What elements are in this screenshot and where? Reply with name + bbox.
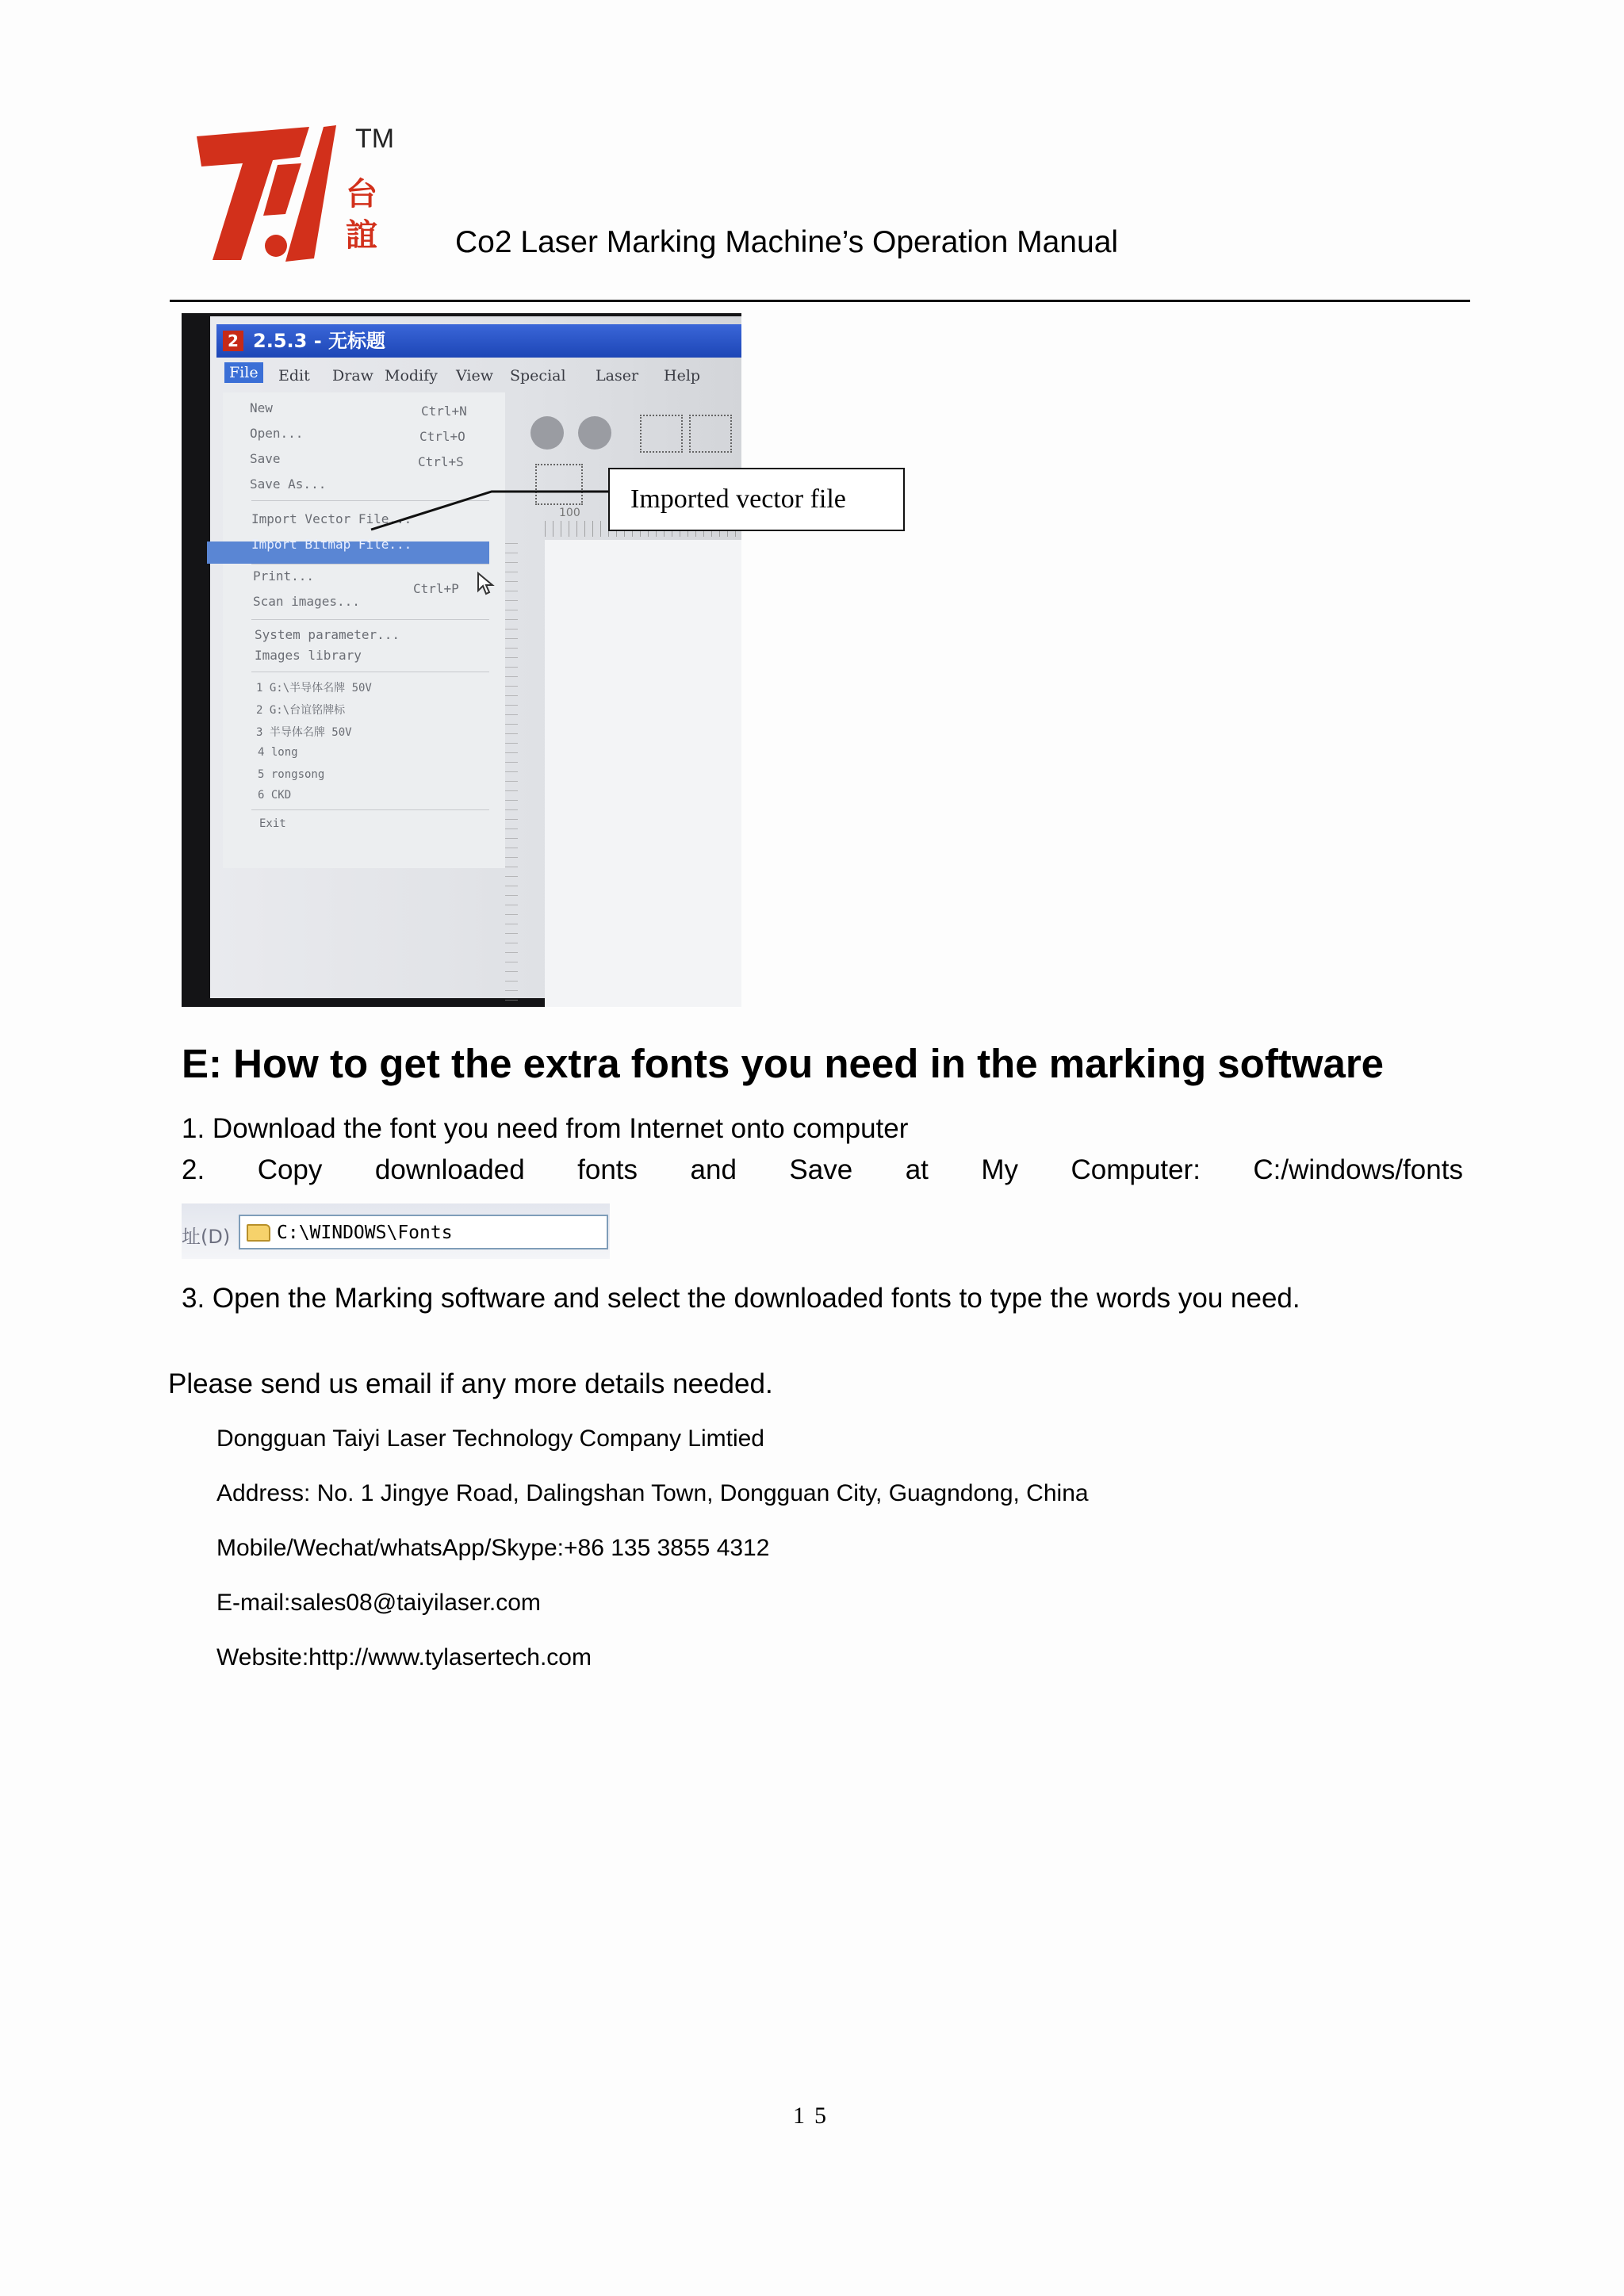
company-name: Dongguan Taiyi Laser Technology Company Limtied: [216, 1425, 764, 1452]
select-tool-icon[interactable]: [640, 415, 683, 453]
mouse-cursor-icon: [477, 572, 496, 595]
company-logo: [190, 119, 412, 277]
address-field[interactable]: [239, 1215, 608, 1249]
menu-item-import-bitmap[interactable]: Import Bitmap File...: [251, 537, 412, 552]
menu-file[interactable]: File: [224, 362, 263, 383]
page-number: 15: [793, 2103, 836, 2129]
back-icon[interactable]: [530, 416, 564, 450]
recent-file-5[interactable]: 5 rongsong: [258, 768, 325, 781]
step-2-word: fonts: [577, 1154, 638, 1185]
step-2-word: 2.: [182, 1154, 205, 1185]
address-path: C:\WINDOWS\Fonts: [277, 1223, 453, 1243]
address-bar-screenshot: [182, 1203, 610, 1259]
drawing-canvas[interactable]: [545, 540, 741, 1007]
menu-separator: [251, 809, 489, 810]
document-title: Co2 Laser Marking Machine’s Operation Manual: [455, 225, 1119, 259]
menu-item-new[interactable]: New: [250, 400, 273, 415]
callout-box: Imported vector file: [608, 468, 905, 531]
file-menu-dropdown: [223, 392, 505, 868]
recent-file-4[interactable]: 4 long: [258, 746, 298, 759]
ruler-label: 100: [559, 507, 580, 519]
step-2-word: Copy: [257, 1154, 323, 1185]
recent-file-6[interactable]: 6 CKD: [258, 789, 292, 802]
menu-item-scan-images[interactable]: Scan images...: [253, 594, 360, 609]
recent-file-3[interactable]: 3 半导体名牌 50V: [256, 726, 352, 739]
app-titlebar: [216, 324, 741, 358]
app-icon: 2: [223, 331, 243, 351]
menu-special[interactable]: Special: [510, 367, 566, 385]
step-1: 1. Download the font you need from Internet onto computer: [182, 1113, 909, 1144]
menu-item-print[interactable]: Print...: [253, 568, 315, 584]
menu-item-import-vector[interactable]: Import Vector File...: [251, 511, 412, 526]
menu-edit[interactable]: Edit: [278, 367, 310, 385]
recent-file-2[interactable]: 2 G:\台谊铭牌标: [256, 704, 346, 717]
section-heading: E: How to get the extra fonts you need in the marking software: [182, 1041, 1385, 1086]
menu-item-images-library[interactable]: Images library: [255, 648, 362, 663]
step-2-word: C:/windows/fonts: [1253, 1154, 1463, 1185]
shortcut-new: Ctrl+N: [421, 404, 467, 419]
menu-item-open[interactable]: Open...: [250, 426, 304, 441]
menu-item-save-as[interactable]: Save As...: [250, 476, 327, 492]
step-2-word: downloaded: [374, 1154, 525, 1185]
zoom-tool-icon[interactable]: [689, 415, 732, 453]
menu-separator: [251, 500, 489, 501]
recent-file-1[interactable]: 1 G:\半导体名牌 50V: [256, 682, 372, 695]
vector-import-icon[interactable]: [535, 464, 583, 505]
step-2-word: Computer:: [1071, 1154, 1201, 1185]
forward-icon[interactable]: [578, 416, 611, 450]
logo-char-2: 誼: [346, 217, 377, 254]
step-3: 3. Open the Marking software and select the downloaded fonts to type the words you need.: [182, 1283, 1300, 1314]
address-bar-label: 址(D): [182, 1226, 231, 1248]
step-2: [182, 1154, 1463, 1186]
menu-laser[interactable]: Laser: [596, 367, 639, 385]
logo-tm: TM: [355, 124, 395, 154]
logo-char-1: 台: [346, 176, 377, 212]
step-2-word: Save: [789, 1154, 853, 1185]
shortcut-print: Ctrl+P: [413, 581, 459, 596]
menu-item-exit[interactable]: Exit: [259, 817, 286, 830]
folder-icon: [247, 1224, 270, 1242]
shortcut-save: Ctrl+S: [418, 454, 464, 469]
app-title: 2.5.3 - 无标题: [253, 330, 386, 352]
menu-bar: [221, 361, 741, 391]
menu-help[interactable]: Help: [664, 367, 701, 385]
menu-view[interactable]: View: [456, 367, 493, 385]
company-address: Address: No. 1 Jingye Road, Dalingshan Town, Dongguan City, Guagndong, China: [216, 1480, 1089, 1506]
step-2-word: and: [690, 1154, 737, 1185]
shortcut-open: Ctrl+O: [419, 429, 465, 444]
menu-item-system-parameter[interactable]: System parameter...: [255, 627, 400, 642]
vertical-ruler: [505, 543, 518, 1003]
menu-separator: [251, 619, 489, 620]
menu-modify[interactable]: Modify: [385, 367, 438, 385]
company-email[interactable]: E-mail:sales08@taiyilaser.com: [216, 1590, 541, 1616]
menu-draw[interactable]: Draw: [332, 367, 373, 385]
company-website[interactable]: Website:http://www.tylasertech.com: [216, 1644, 592, 1670]
software-screenshot-photo: [182, 313, 741, 1007]
company-phone: Mobile/Wechat/whatsApp/Skype:+86 135 3855 4312: [216, 1535, 770, 1561]
step-2-word: at: [905, 1154, 929, 1185]
header-rule: [170, 300, 1470, 302]
contact-intro: Please send us email if any more details needed.: [168, 1368, 773, 1399]
step-2-word: My: [981, 1154, 1019, 1185]
menu-item-save[interactable]: Save: [250, 451, 281, 466]
